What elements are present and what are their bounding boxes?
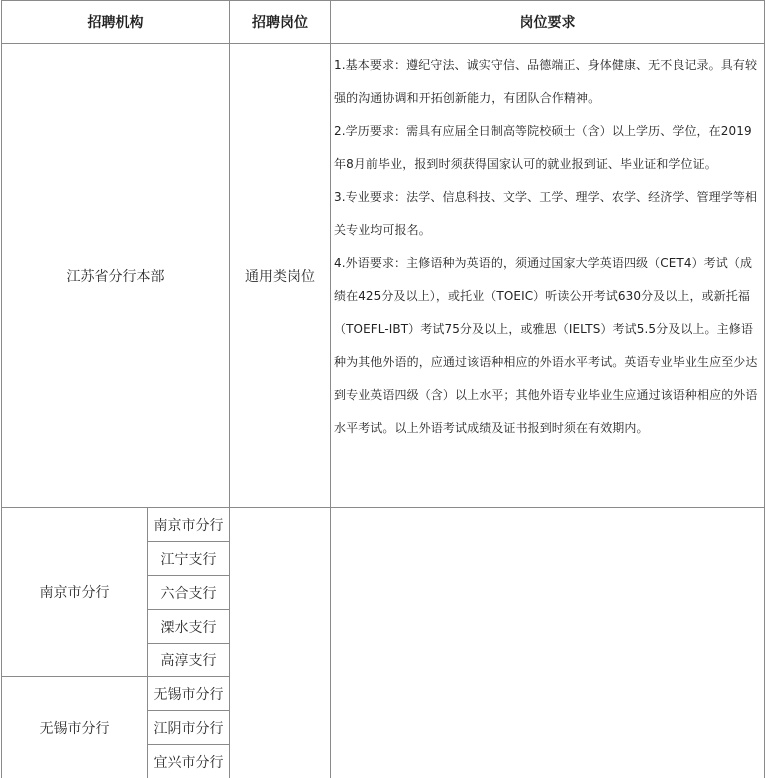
requirement-major: 3.专业要求：法学、信息科技、文学、工学、理学、农学、经济学、管理学等相关专业均可报名。 [334,190,758,237]
grid-line [147,744,230,745]
branch-cell: 宜兴市分行 [153,754,224,771]
grid-line [1,0,765,1]
branch-cell: 溧水支行 [160,619,217,636]
header-requirements: 岗位要求 [519,15,576,31]
grid-line [1,0,2,778]
grid-line [330,0,331,778]
grid-line [1,507,765,508]
grid-line [147,507,148,778]
group-wuxi: 无锡市分行 [39,720,110,737]
branch-cell: 江阴市分行 [153,720,224,737]
grid-line [147,609,230,610]
branch-cell: 无锡市分行 [153,686,224,703]
grid-line [1,676,230,677]
branch-cell: 六合支行 [160,585,217,602]
position-general: 通用类岗位 [245,268,315,285]
requirement-basic: 1.基本要求：遵纪守法、诚实守信、品德端正、身体健康、无不良记录。具有较强的沟通协调和开拓创新能力，有团队合作精神。 [334,58,758,105]
grid-line [147,643,230,644]
grid-line [147,575,230,576]
requirements-text [334,49,762,445]
branch-cell: 高淳支行 [160,653,217,669]
grid-line [1,43,765,44]
group-nanjing: 南京市分行 [39,585,110,601]
grid-line [229,0,230,778]
org-hq: 江苏省分行本部 [66,268,165,285]
branch-cell: 南京市分行 [153,517,224,534]
grid-line [147,710,230,711]
grid-line [147,541,230,542]
header-position: 招聘岗位 [252,15,308,31]
branch-cell: 江宁支行 [160,551,217,568]
requirement-education: 2.学历要求：需具有应届全日制高等院校硕士（含）以上学历、学位，在2019年8月前毕业，报到时须获得国家认可的就业报到证、毕业证和学位证。 [334,124,752,171]
grid-line [764,0,765,778]
header-org: 招聘机构 [87,15,144,31]
requirement-language: 4.外语要求：主修语种为英语的，须通过国家大学英语四级（CET4）考试（成绩在425分及以上），或托业（TOEIC）听读公开考试630分及以上，或新托福（TOEFL-IBT）考试75分及以上，或雅思（IELTS）考试5.5分及以上。主修语种为其他外语的，应通过该语种相应的外语水平考试。英语专业毕业生应至少达到专业英语四级（含）以上水平；其他外语专业毕业生应通过该语种相应的外语水平考试。以上外语考试成绩及证书报到时须在有效期内。 [334,256,758,435]
